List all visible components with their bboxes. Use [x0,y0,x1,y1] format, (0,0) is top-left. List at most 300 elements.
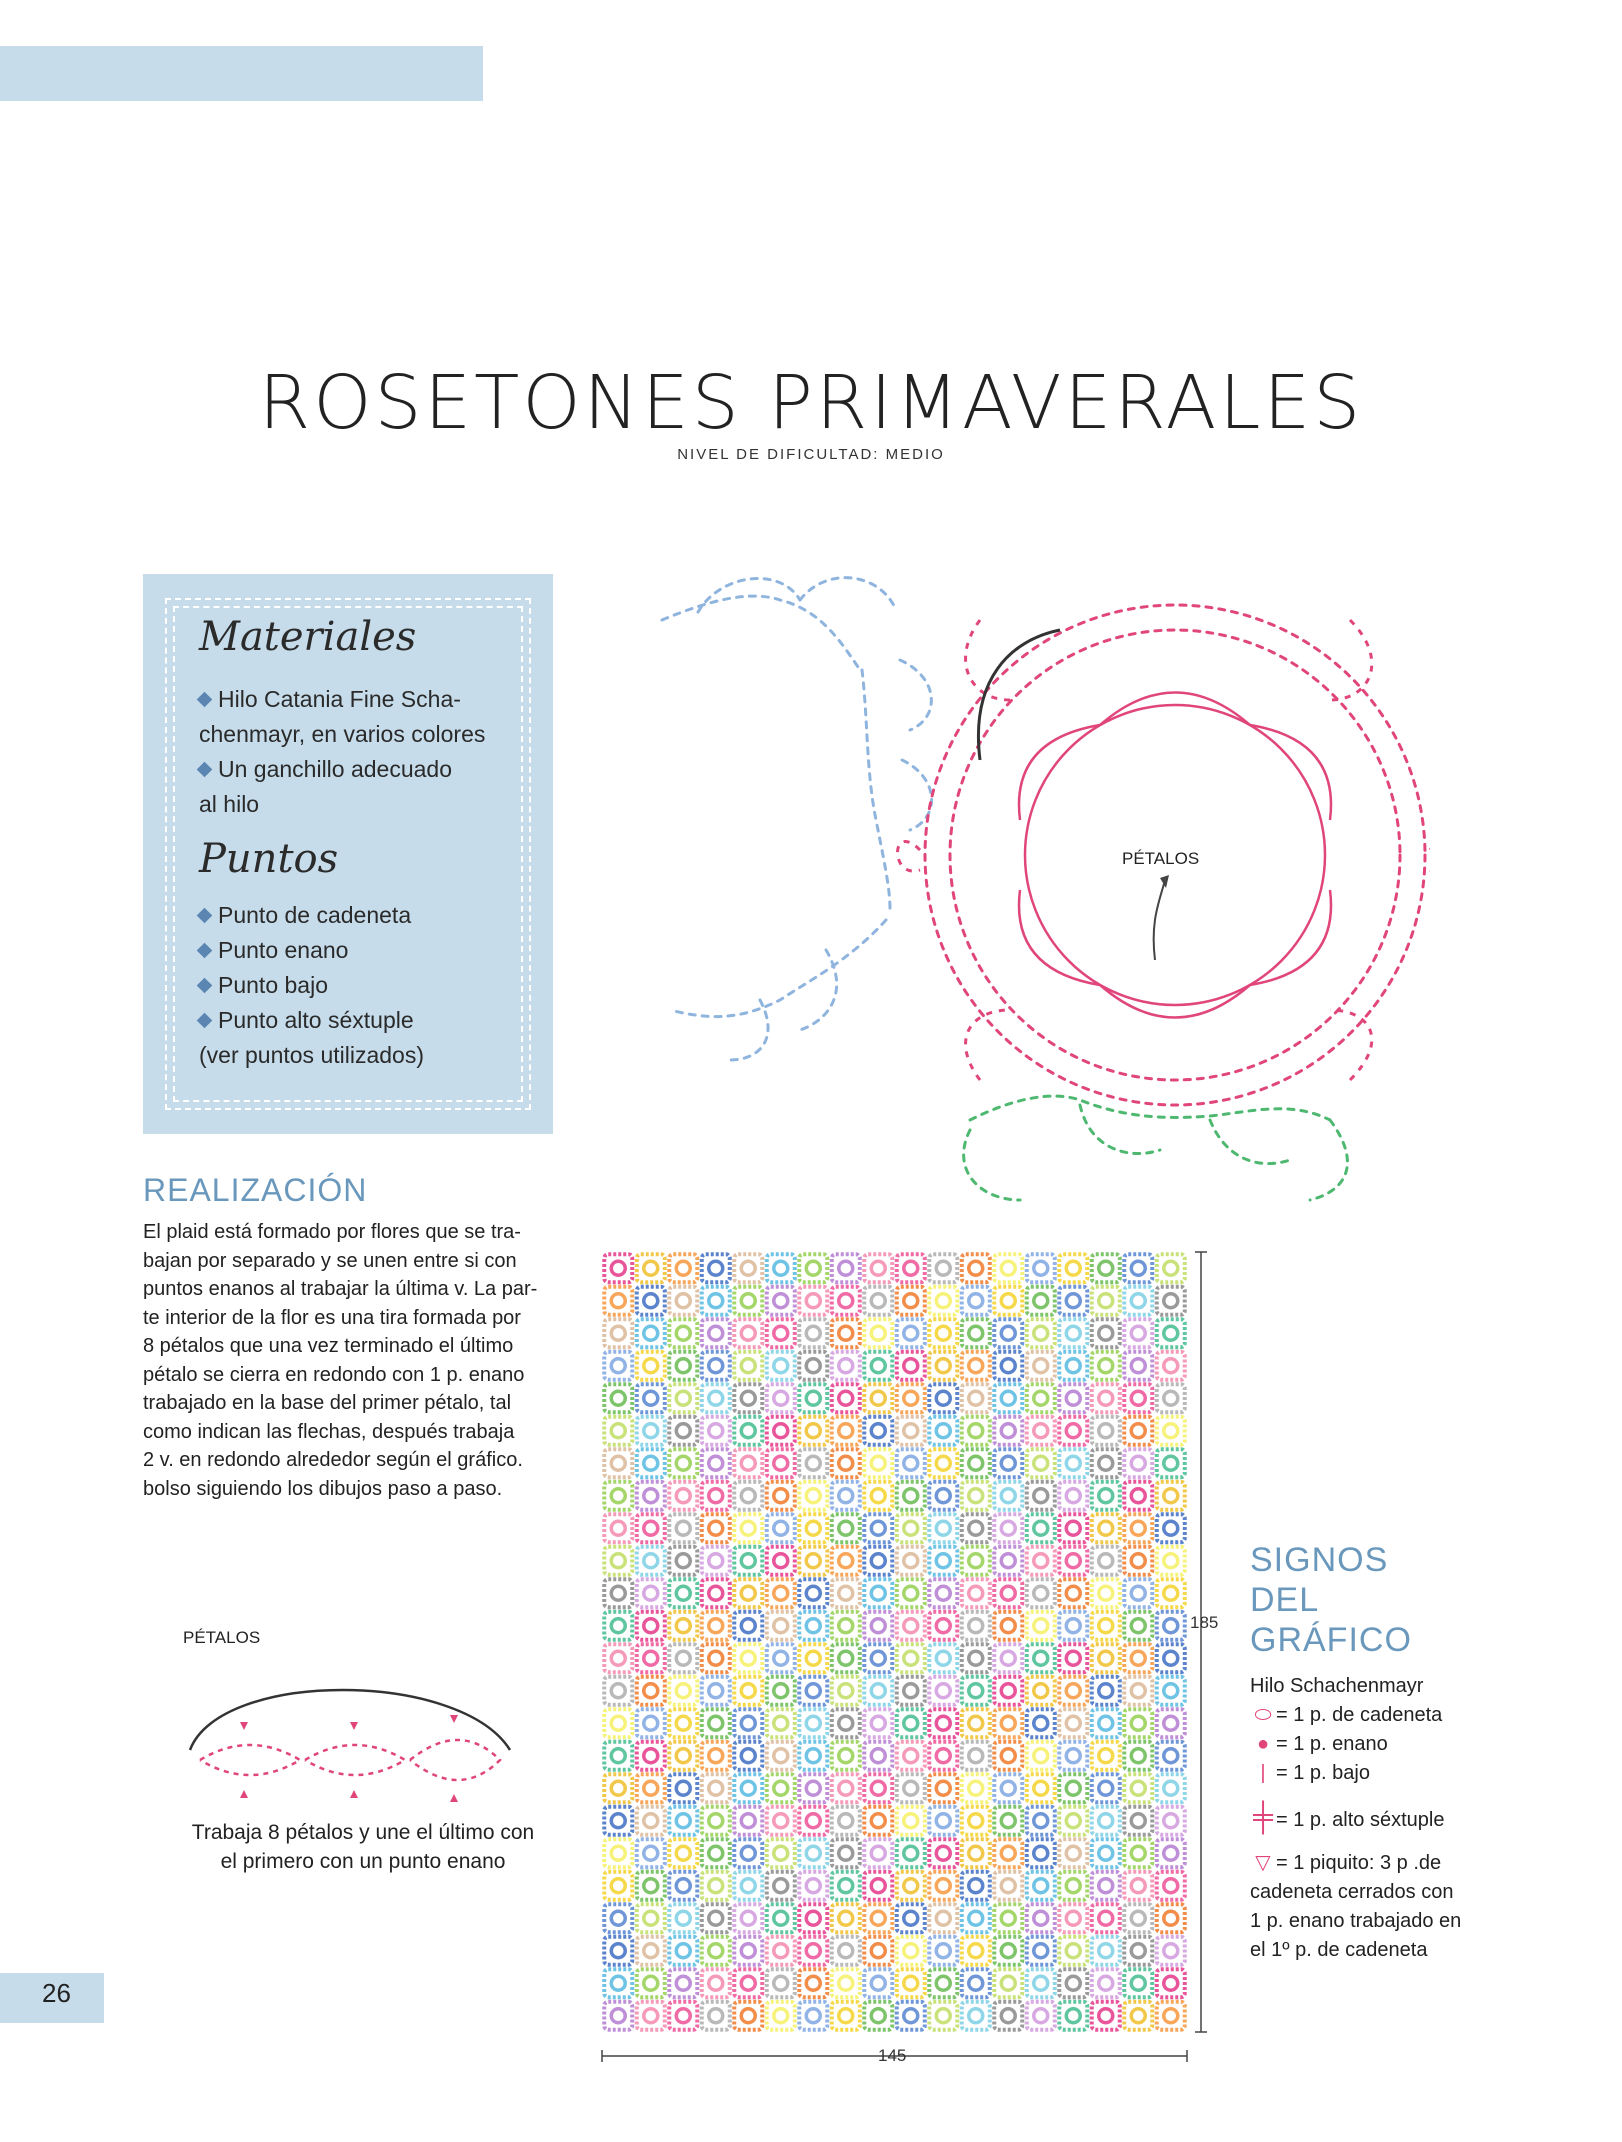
flower-motif [604,1839,632,1867]
flower-motif [929,1677,957,1705]
flower-motif [1092,1872,1120,1900]
flower-motif [1059,1547,1087,1575]
flower-motif [994,1449,1022,1477]
flower-motif [604,1482,632,1510]
flower-motif [1124,1904,1152,1932]
flower-motif [864,1904,892,1932]
flower-motif [1092,1514,1120,1542]
flower-motif [767,1514,795,1542]
flower-motif [1059,1644,1087,1672]
flower-motif [994,1904,1022,1932]
flower-motif [1092,1742,1120,1770]
flower-motif [1124,1709,1152,1737]
flower-motif [1059,1709,1087,1737]
flower-motif [604,1579,632,1607]
flower-motif [767,1449,795,1477]
flower-motif [832,1352,860,1380]
flower-motif [864,1709,892,1737]
text-line: bajan por separado y se unen entre si con [143,1249,517,1272]
flower-motif [1027,1969,1055,1997]
flower-motif [962,1644,990,1672]
flower-motif [799,1417,827,1445]
flower-motif [1059,1677,1087,1705]
flower-motif [1157,1547,1185,1575]
flower-motif [734,1287,762,1315]
flower-motif [669,1482,697,1510]
flower-motif [1027,1287,1055,1315]
flower-motif [799,1872,827,1900]
flower-motif [1124,1352,1152,1380]
flower-motif [767,1969,795,1997]
flower-motif [962,1384,990,1412]
flower-motif [702,1742,730,1770]
flower-motif [734,1579,762,1607]
flower-motif [1027,1644,1055,1672]
flower-motif [1027,1904,1055,1932]
flower-motif [604,1937,632,1965]
flower-motif [929,1449,957,1477]
flower-motif [799,1352,827,1380]
flower-motif [767,1579,795,1607]
flower-motif [669,1937,697,1965]
flower-motif [799,1644,827,1672]
flower-motif [864,1352,892,1380]
flower-motif [799,1449,827,1477]
diamond-bullet-icon [197,978,213,994]
flower-motif [604,1774,632,1802]
flower-motif [832,1807,860,1835]
flower-motif [864,1547,892,1575]
flower-motif [669,1904,697,1932]
materials-item: al hilo [199,791,260,817]
flower-motif [799,1547,827,1575]
flower-motif [734,1612,762,1640]
flower-motif [604,1514,632,1542]
flower-motif [929,1612,957,1640]
flower-motif [1124,1417,1152,1445]
picot-icon: ▽ [1255,1852,1271,1874]
flower-motif [1157,1969,1185,1997]
flower-motif [1059,1417,1087,1445]
flower-motif [767,1774,795,1802]
flower-motif [669,1644,697,1672]
flower-motif [994,1969,1022,1997]
flower-motif [994,1482,1022,1510]
start-arrow-icon [978,630,1060,760]
flower-motif [929,1384,957,1412]
flower-motif [669,1547,697,1575]
flower-motif [1157,1482,1185,1510]
flower-motif [1092,1937,1120,1965]
flower-motif [994,2002,1022,2030]
flower-motif [767,1742,795,1770]
flower-motif [1027,1254,1055,1282]
flower-motif [1059,1742,1087,1770]
flower-motif [604,1352,632,1380]
flower-motif [702,1904,730,1932]
flower-motif [1124,1547,1152,1575]
flower-motif [832,1709,860,1737]
flower-motif [1124,1482,1152,1510]
flower-motif [1027,1937,1055,1965]
flower-motif [637,1612,665,1640]
flower-motif [1092,1579,1120,1607]
legend-item-slip: ● = 1 p. enano [1250,1730,1490,1759]
flower-motif [1157,1319,1185,1347]
flower-motif [1157,1709,1185,1737]
flower-chart-diagram [650,560,1430,1220]
flower-motif [604,1287,632,1315]
flower-motif [1092,1482,1120,1510]
flower-motif [897,1352,925,1380]
flower-motif [1124,1449,1152,1477]
flower-motif [767,2002,795,2030]
diamond-bullet-icon [197,908,213,924]
flower-motif [1124,1579,1152,1607]
flower-motif [1059,1352,1087,1380]
flower-motif [702,1677,730,1705]
flower-motif [637,1807,665,1835]
flower-motif [702,1352,730,1380]
flower-motif [604,1319,632,1347]
flower-motif [864,1774,892,1802]
flower-motif [897,1547,925,1575]
flower-motif [767,1807,795,1835]
flower-motif [1092,1547,1120,1575]
flower-motif [637,1449,665,1477]
flower-motif [897,1319,925,1347]
legend-heading: SIGNOS DEL GRÁFICO [1250,1541,1412,1659]
flower-motif [702,1287,730,1315]
flower-motif [1059,1937,1087,1965]
stitches-item: Punto de cadeneta [199,898,519,933]
legend-item-sextuple: ╪ = 1 p. alto séxtuple [1250,1802,1490,1835]
flower-motif [962,1287,990,1315]
flower-motif [962,1677,990,1705]
flower-motif [1092,1384,1120,1412]
flower-motif [734,1352,762,1380]
flower-motif [832,1287,860,1315]
text-line: 8 pétalos que una vez terminado el último [143,1335,514,1357]
flower-motif [1059,1287,1087,1315]
flower-motif [1027,1742,1055,1770]
flower-motif [897,1839,925,1867]
flower-motif [897,1449,925,1477]
height-dimension-label: 185 [1190,1613,1219,1632]
flower-motif [734,1904,762,1932]
flower-motif [929,1644,957,1672]
flower-motif [864,1937,892,1965]
flower-motif [1092,1352,1120,1380]
flower-motif [1059,1449,1087,1477]
flower-motif [734,1547,762,1575]
flower-motif [1157,1384,1185,1412]
flower-motif [832,1514,860,1542]
flower-motif [604,1709,632,1737]
flower-motif [734,1254,762,1282]
flower-motif [897,1482,925,1510]
petals-strip [200,1740,500,1780]
flower-motif [669,1514,697,1542]
flower-motif [832,1547,860,1575]
flower-motif [929,1482,957,1510]
flower-motif [1027,1807,1055,1835]
flower-motif [1124,1937,1152,1965]
text-line: 2 v. en redondo alrededor según el gráfico. [143,1449,523,1471]
flower-motif [767,1319,795,1347]
flower-motif [702,1384,730,1412]
flower-motif [604,1449,632,1477]
flower-motif [604,1677,632,1705]
flower-motif [1092,1319,1120,1347]
sextuple-treble-icon: ╪ [1253,1801,1273,1832]
stitches-item: Punto bajo [199,968,519,1003]
flower-motif [962,1969,990,1997]
flower-motif [702,1839,730,1867]
flower-motif [832,2002,860,2030]
flower-motif [637,1677,665,1705]
flower-motif [734,1449,762,1477]
width-dimension-label: 145 [878,2046,907,2065]
flower-motif [1059,1807,1087,1835]
flower-motif [637,1384,665,1412]
flower-motif [864,1514,892,1542]
flower-motif [669,1774,697,1802]
flower-motif [962,1807,990,1835]
flower-motif [669,1612,697,1640]
flower-motif [637,1774,665,1802]
flower-motif [1092,1839,1120,1867]
flower-motif [1157,1514,1185,1542]
flower-motif [1092,1417,1120,1445]
flower-motif [637,1352,665,1380]
flower-motif [1027,1352,1055,1380]
blue-neighbor-motif [662,578,932,1060]
flower-motif [929,1774,957,1802]
flower-motif [1092,1449,1120,1477]
petals-arrow-icon [1154,880,1165,960]
flower-motif [994,1839,1022,1867]
flower-motif [1157,1352,1185,1380]
flower-motif [799,1937,827,1965]
flower-motif [702,1644,730,1672]
flower-motif [897,1677,925,1705]
diamond-bullet-icon [197,943,213,959]
flower-motif [962,1482,990,1510]
flower-motif [897,1807,925,1835]
flower-motif [1157,1677,1185,1705]
text-line: puntos enanos al trabajar la última v. La par- [143,1278,538,1300]
flower-motif [637,2002,665,2030]
flower-motif [702,1612,730,1640]
flower-motif [929,1872,957,1900]
flower-motif [669,1352,697,1380]
flower-motif [637,1482,665,1510]
flower-motif [669,1839,697,1867]
flower-motif [637,1872,665,1900]
flower-motif [929,1254,957,1282]
text-line: El plaid está formado por flores que se tra- [143,1221,521,1243]
flower-motif [637,1417,665,1445]
flower-motif [637,1644,665,1672]
flower-motif [767,1709,795,1737]
flower-motif [637,1579,665,1607]
flower-motif [734,1839,762,1867]
flower-motif [637,1709,665,1737]
flower-motif [832,1839,860,1867]
flower-motif [1157,1742,1185,1770]
flower-motif [637,1937,665,1965]
legend-item-single: | = 1 p. bajo [1250,1759,1490,1788]
flower-motif [669,1742,697,1770]
flower-motif [929,1807,957,1835]
materials-item: chenmayr, en varios colores [199,721,486,747]
flower-motif [1157,1449,1185,1477]
flower-motif [1124,1807,1152,1835]
difficulty-level: NIVEL DE DIFICULTAD: MEDIO [677,446,945,463]
stitches-item: Punto enano [199,933,519,968]
flower-motif [702,1872,730,1900]
flower-motif [604,1417,632,1445]
flower-motif [929,1904,957,1932]
flower-motif [864,1742,892,1770]
flower-motif [962,1319,990,1347]
flower-motif [962,1839,990,1867]
flower-motif [604,1742,632,1770]
flower-motif [1027,1612,1055,1640]
flower-motif [604,1254,632,1282]
slip-stitch-icon: ● [1256,1733,1270,1755]
flower-motif [832,1384,860,1412]
text-line: te interior de la flor es una tira formada por [143,1306,521,1329]
flower-motif [1157,1254,1185,1282]
flower-motif [1092,1904,1120,1932]
flower-motif [1027,1839,1055,1867]
flower-motif [1027,1319,1055,1347]
flower-motif [702,2002,730,2030]
flower-motif [864,1969,892,1997]
flower-motif [1092,2002,1120,2030]
flower-motif [669,1677,697,1705]
flower-motif [864,1644,892,1672]
flower-motif [1027,2002,1055,2030]
flower-motif [864,1872,892,1900]
flower-motif [799,1742,827,1770]
flower-motif [1027,1677,1055,1705]
flower-motif [1059,1839,1087,1867]
flower-motif [799,1677,827,1705]
flower-motif [994,1709,1022,1737]
page-title: ROSETONES PRIMAVERALES [258,360,1364,446]
flower-motif [799,1807,827,1835]
realizacion-heading: REALIZACIÓN [143,1172,368,1208]
flower-motif [734,2002,762,2030]
flower-motif [1059,1612,1087,1640]
materials-item: Un ganchillo adecuado [199,752,519,787]
flower-motif [832,1937,860,1965]
flower-motif [1092,1644,1120,1672]
flower-motif [767,1417,795,1445]
flower-motif [897,1644,925,1672]
flower-motif [832,1482,860,1510]
top-color-band [0,46,483,101]
flower-motif [994,1774,1022,1802]
flower-motif [702,1807,730,1835]
flower-motif [1124,1742,1152,1770]
flower-motif [799,1254,827,1282]
flower-motif [994,1547,1022,1575]
flower-motif [832,1774,860,1802]
flower-motif [897,1287,925,1315]
flower-motif [1027,1872,1055,1900]
flower-motif [1124,1677,1152,1705]
flower-motif [637,1839,665,1867]
flower-motif [734,1742,762,1770]
flower-motif [962,1579,990,1607]
flower-motif [962,1937,990,1965]
flower-motif [734,1872,762,1900]
flower-motif [832,1417,860,1445]
flower-motif [1059,1579,1087,1607]
flower-motif [669,1709,697,1737]
chain-stitch-icon: ⬭ [1254,1704,1272,1726]
flower-motif [994,1612,1022,1640]
blanket-grid [600,1248,1230,2068]
flower-motif [734,1677,762,1705]
flower-motif [767,1547,795,1575]
flower-motif [1059,1872,1087,1900]
flower-motif [734,1514,762,1542]
flower-motif [604,1969,632,1997]
flower-motif [1124,1384,1152,1412]
flower-motif [994,1417,1022,1445]
flower-motif [1092,1969,1120,1997]
petals-join-arrow-icon [190,1690,510,1750]
flower-motif [897,1384,925,1412]
petals-caption: Trabaja 8 pétalos y une el último con el primero con un punto enano [191,1821,535,1873]
flower-motif [962,1417,990,1445]
flower-motif [1059,1482,1087,1510]
flower-motif [1027,1482,1055,1510]
flower-motif [799,1774,827,1802]
diamond-bullet-icon [197,1013,213,1029]
flower-motif [994,1319,1022,1347]
flower-motif [1059,1514,1087,1542]
flower-motif [767,1904,795,1932]
flower-motif [962,1709,990,1737]
flower-motif [799,1904,827,1932]
flower-motif [962,1872,990,1900]
flower-motif [1124,2002,1152,2030]
legend-item-chain: ⬭ = 1 p. de cadeneta [1250,1701,1490,1730]
flower-motif [1157,1644,1185,1672]
flower-motif [962,1449,990,1477]
flower-motif [1124,1839,1152,1867]
flower-motif [1124,1644,1152,1672]
flower-motif [702,1937,730,1965]
realizacion-text [143,1218,555,1503]
flower-motif [1027,1547,1055,1575]
flower-motif [702,1482,730,1510]
flower-motif [929,1352,957,1380]
flower-motif [1157,1774,1185,1802]
flower-motif [929,1709,957,1737]
flower-motif [637,1742,665,1770]
flower-motif [734,1417,762,1445]
flower-motif [767,1612,795,1640]
flower-motif [1059,1384,1087,1412]
flower-motif [929,1547,957,1575]
